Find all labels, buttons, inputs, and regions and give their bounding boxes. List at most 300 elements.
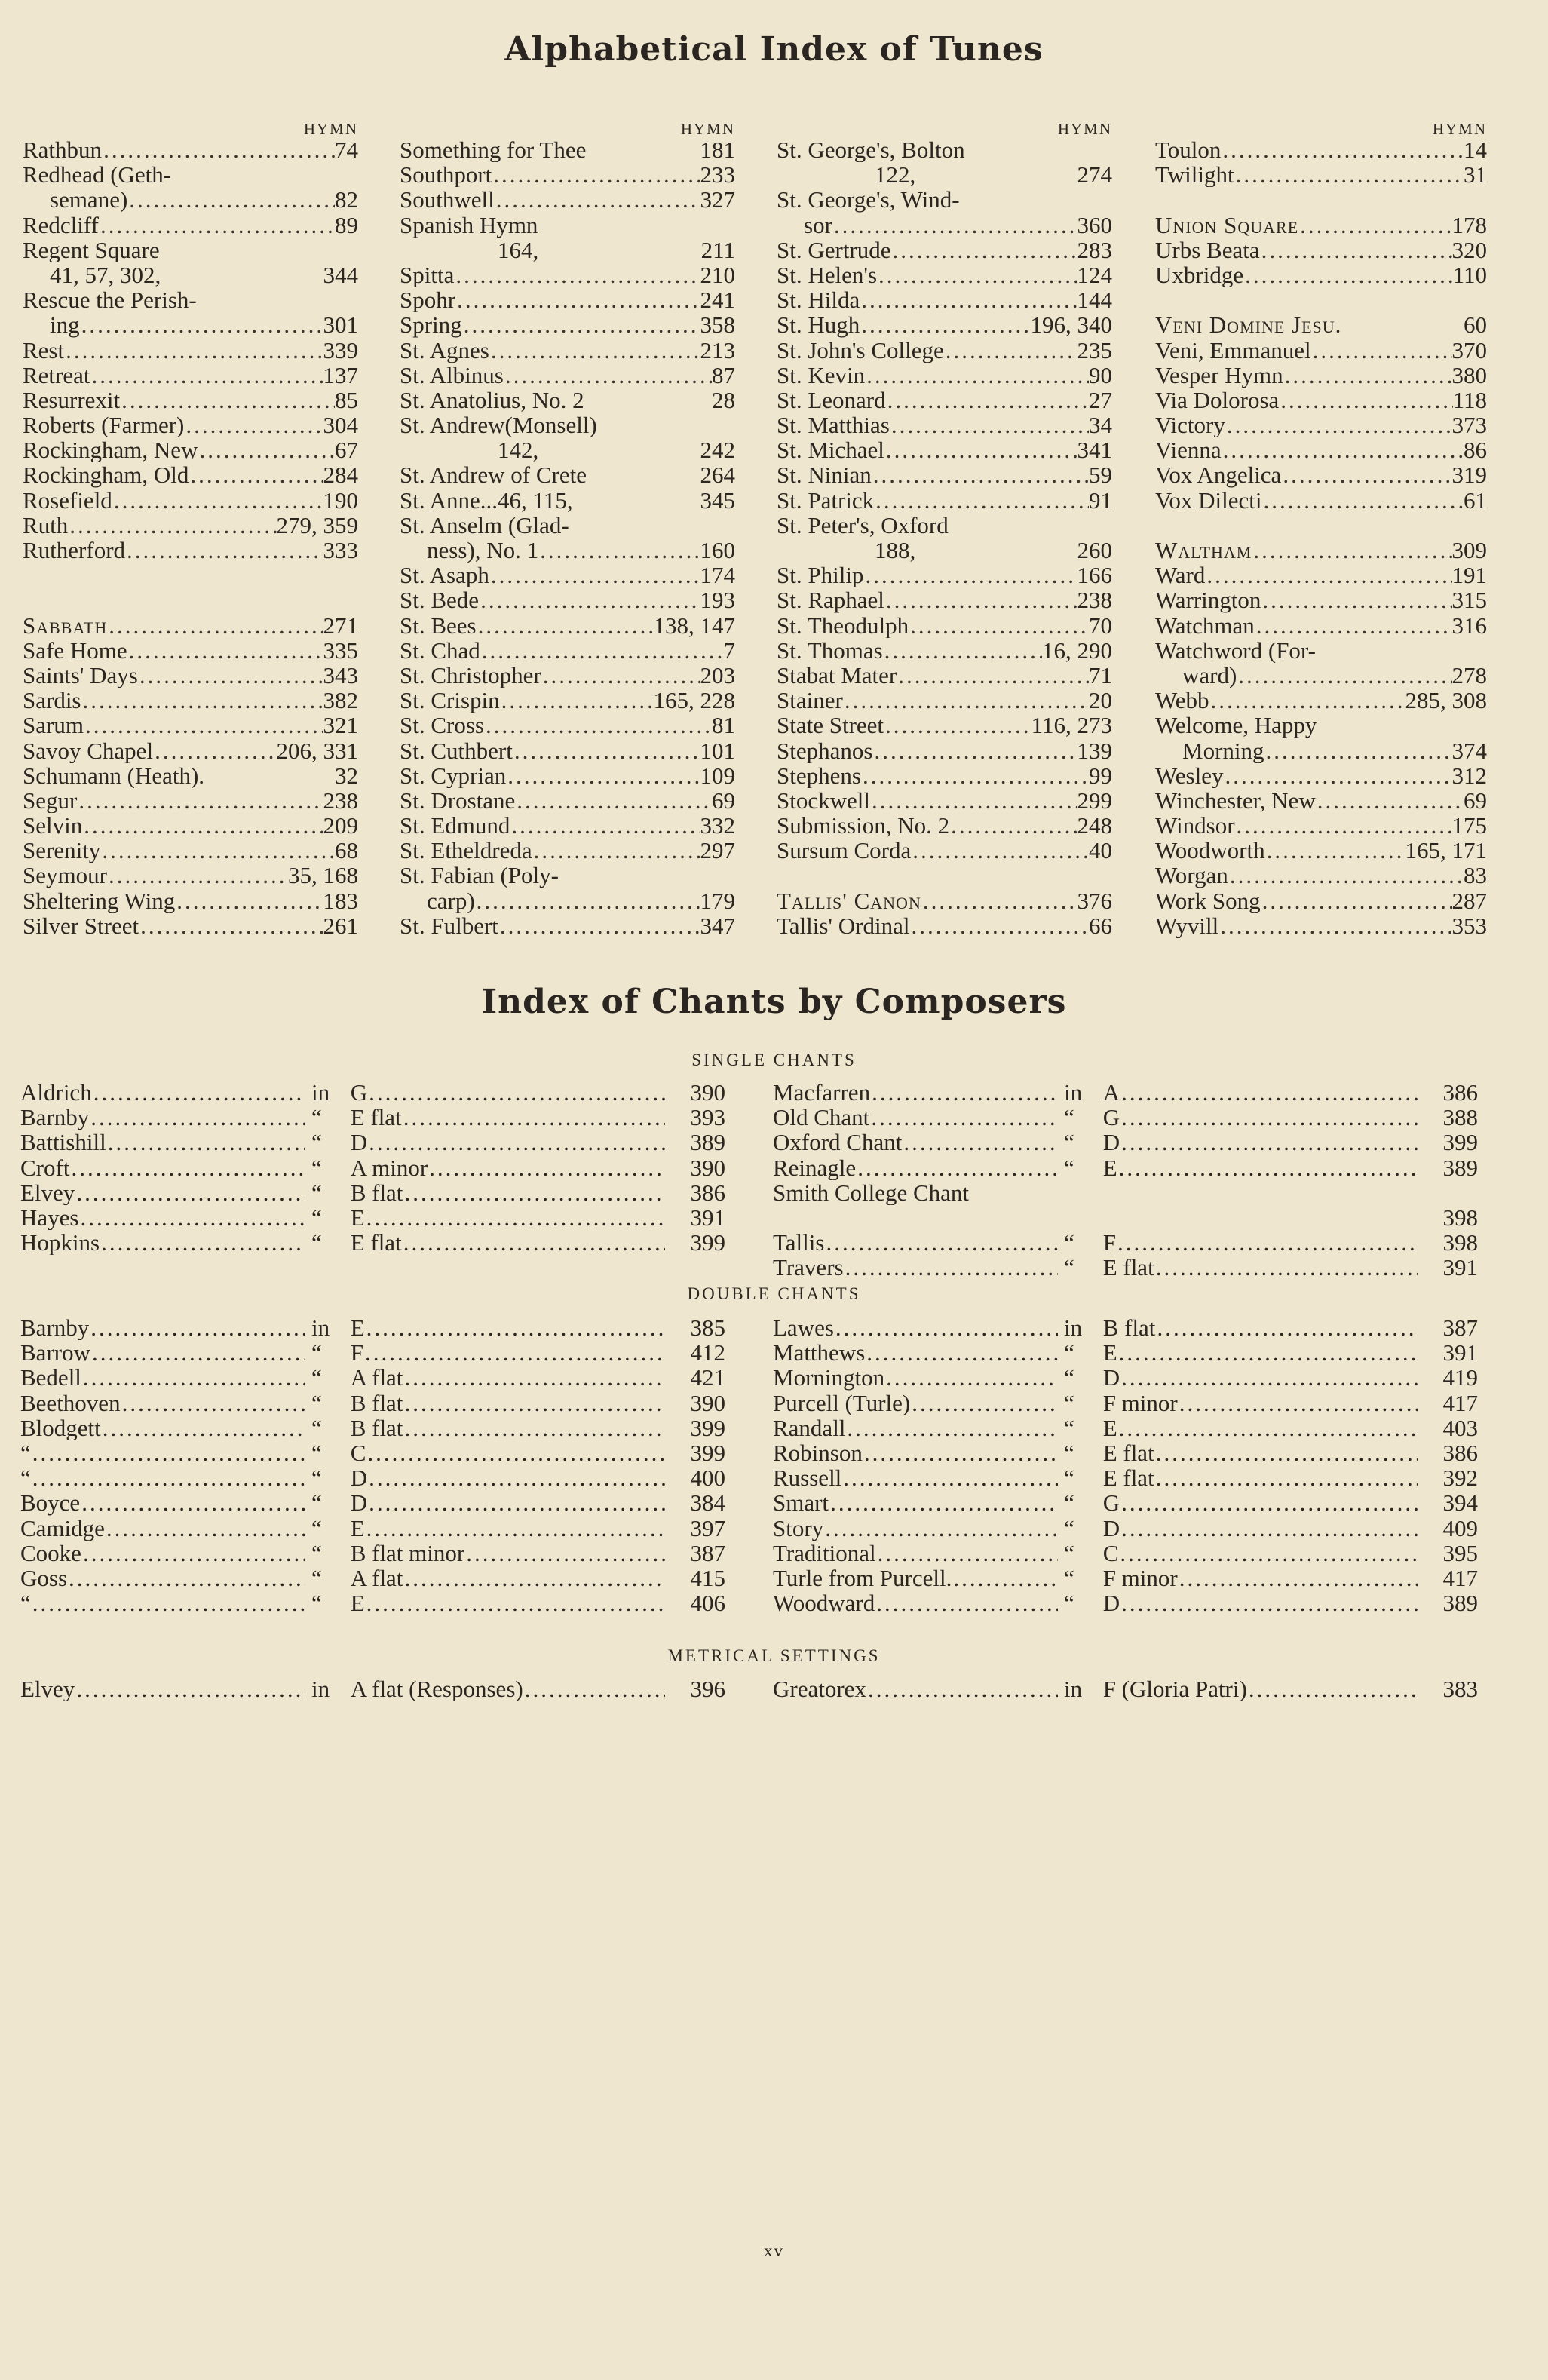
hymn-number: 165, 228	[653, 688, 735, 713]
key-name: F	[1102, 1230, 1116, 1256]
tune-name: St. George's, Bolton	[777, 137, 965, 163]
hymn-number: 332	[700, 813, 735, 839]
index-entry	[400, 238, 735, 262]
key-name: E	[350, 1315, 365, 1341]
hymn-number: 376	[1077, 888, 1112, 913]
index-entry	[400, 638, 735, 663]
hymn-number: 278	[1451, 662, 1487, 689]
hymn-number: 392	[1442, 1465, 1478, 1491]
hymn-number: 384	[690, 1490, 725, 1516]
leader-dots	[504, 363, 712, 388]
tune-name: Segur	[23, 787, 78, 814]
index-entry	[400, 488, 735, 513]
hymn-number: 101	[700, 738, 735, 763]
index-entry	[777, 287, 1112, 312]
key-name: E flat	[1102, 1440, 1154, 1466]
in-label: “	[1063, 1490, 1074, 1516]
leader-dots	[1235, 813, 1452, 838]
leader-dots	[1120, 1105, 1418, 1130]
key-name: F minor	[1102, 1565, 1178, 1591]
chant-entry	[20, 1180, 725, 1205]
leader-dots	[31, 1465, 305, 1490]
key-cell	[1103, 1415, 1418, 1440]
key-name: D	[1102, 1590, 1120, 1616]
hymn-number: 403	[1442, 1415, 1478, 1440]
leader-dots	[841, 1465, 1058, 1490]
in-label: “	[311, 1340, 322, 1366]
hymn-number: 193	[700, 587, 735, 613]
hymn-number: 31	[1464, 162, 1487, 188]
leader-dots	[872, 462, 1089, 487]
index-entry	[23, 738, 358, 763]
hymn-number: 304	[323, 413, 358, 438]
index-entry	[777, 238, 1112, 262]
composer-cell	[773, 1490, 1058, 1515]
tune-name: Rockingham, New	[23, 437, 198, 463]
tune-name: Stockwell	[777, 787, 870, 814]
tune-name: Spanish Hymn	[400, 212, 538, 238]
tune-name: St. Chad	[400, 637, 480, 663]
tune-name: St. Leonard	[777, 387, 886, 413]
hymn-number: 373	[1451, 413, 1487, 438]
tune-name: Watchword (For-	[1155, 637, 1316, 663]
tune-name: Retreat	[23, 362, 90, 388]
key-name: E	[350, 1515, 365, 1541]
tune-name: Safe Home	[23, 637, 127, 663]
spacer	[23, 587, 358, 612]
leader-dots	[869, 1105, 1058, 1130]
hymn-number: 69	[1464, 787, 1487, 814]
index-entry	[1155, 587, 1487, 612]
composer-cell	[20, 1415, 305, 1440]
leader-dots	[1178, 1566, 1418, 1590]
leader-dots	[1247, 1676, 1418, 1701]
key-name: A flat	[350, 1565, 403, 1591]
page-title: Alphabetical Index of Tunes	[504, 30, 1044, 69]
key-cell	[351, 1155, 666, 1180]
tune-name: Wyvill	[1155, 912, 1219, 938]
index-entry	[1155, 462, 1487, 487]
index-entry	[777, 538, 1112, 563]
leader-dots	[1154, 1465, 1418, 1490]
index-entry	[400, 863, 735, 888]
index-entry	[23, 262, 358, 287]
hymn-number: 386	[1442, 1080, 1478, 1106]
hymn-number: 398	[1442, 1204, 1478, 1231]
tune-name: Tallis' Canon	[777, 888, 921, 913]
leader-dots	[102, 137, 335, 162]
in-label: “	[1063, 1515, 1074, 1541]
tune-name: Uxbridge	[1155, 262, 1244, 288]
key-cell	[1103, 1255, 1418, 1280]
hymn-number: 388	[1442, 1105, 1478, 1130]
leader-dots	[475, 888, 700, 913]
hymn-number: 394	[1442, 1490, 1478, 1516]
tune-name: Veni, Emmanuel	[1155, 337, 1311, 363]
leader-dots	[365, 1516, 666, 1541]
leader-dots	[477, 613, 654, 638]
leader-dots	[105, 1516, 305, 1541]
composer-cell	[20, 1080, 305, 1105]
leader-dots	[127, 638, 323, 663]
chant-entry	[773, 1516, 1478, 1541]
in-label: “	[311, 1204, 322, 1231]
index-entry	[23, 613, 358, 638]
composer-cell	[20, 1130, 305, 1155]
in-label: “	[1063, 1365, 1074, 1391]
index-entry	[1155, 262, 1487, 287]
leader-dots	[863, 1440, 1058, 1465]
composer-name: Woodward	[773, 1590, 875, 1616]
key-cell	[351, 1180, 666, 1205]
chant-entry	[773, 1391, 1478, 1415]
hymn-number: 60	[1464, 312, 1487, 338]
leader-dots	[81, 688, 323, 713]
key-cell	[351, 1105, 666, 1130]
double-chants-right	[773, 1315, 1478, 1615]
index-entry	[23, 388, 358, 413]
hymn-number: 87	[712, 362, 735, 388]
composer-cell	[20, 1230, 305, 1255]
hymn-number: 86	[1464, 437, 1487, 463]
index-entry	[777, 713, 1112, 738]
tune-name: carp)	[427, 888, 475, 913]
key-name: A	[1102, 1080, 1120, 1106]
tune-name: Vesper Hymn	[1155, 362, 1283, 388]
key-cell	[351, 1415, 666, 1440]
leader-dots	[541, 663, 700, 688]
tune-name: St. Ninian	[777, 462, 872, 488]
leader-dots	[876, 1541, 1058, 1566]
index-entry	[400, 287, 735, 312]
composer-cell	[20, 1490, 305, 1515]
composer-cell	[20, 1465, 305, 1490]
key-name: B flat minor	[350, 1540, 465, 1566]
leader-dots	[125, 538, 323, 563]
composer-cell	[20, 1155, 305, 1180]
hymn-number: 283	[1077, 237, 1112, 262]
composer-name: “	[20, 1465, 31, 1491]
index-entry	[777, 587, 1112, 612]
index-entry	[1155, 363, 1487, 388]
leader-dots	[1281, 462, 1451, 487]
index-entry	[1155, 238, 1487, 262]
leader-dots	[1120, 1590, 1418, 1615]
chant-entry	[773, 1155, 1478, 1180]
leader-dots	[1222, 437, 1464, 462]
chant-entry	[773, 1365, 1478, 1390]
leader-dots	[363, 1340, 666, 1365]
key-name: E flat	[1102, 1465, 1154, 1491]
tune-name: Spring	[400, 312, 462, 338]
leader-dots	[175, 888, 323, 913]
hymn-number: 238	[1077, 587, 1112, 613]
chant-entry	[20, 1230, 725, 1255]
key-name: F	[350, 1340, 363, 1366]
leader-dots	[403, 1391, 665, 1415]
hymn-number: 59	[1089, 462, 1112, 488]
hymn-column-label: HYMN	[1057, 120, 1112, 138]
single-chants-left	[20, 1080, 725, 1255]
leader-dots	[120, 388, 335, 413]
hymn-number: 74	[335, 137, 358, 163]
in-label: “	[1063, 1415, 1074, 1440]
tune-name: ness), No. 1	[427, 538, 539, 563]
hymn-number: 347	[700, 912, 735, 938]
chant-entry	[773, 1180, 1478, 1205]
tune-name: 142,	[498, 437, 539, 463]
leader-dots	[81, 1365, 305, 1390]
index-entry	[400, 788, 735, 813]
key-cell	[351, 1391, 666, 1415]
leader-dots	[1260, 238, 1452, 262]
in-label: “	[1063, 1105, 1074, 1130]
leader-dots	[89, 1105, 305, 1130]
chant-entry	[20, 1105, 725, 1130]
leader-dots	[1120, 1365, 1418, 1390]
tune-name: Southport	[400, 162, 492, 188]
hymn-number: 396	[690, 1676, 725, 1702]
hymn-number: 344	[323, 262, 358, 288]
index-entry	[23, 462, 358, 487]
composer-cell	[20, 1205, 305, 1230]
tune-name: Stabat Mater	[777, 662, 897, 689]
composer-cell	[773, 1340, 1058, 1365]
leader-dots	[823, 1516, 1058, 1541]
leader-dots	[1225, 413, 1452, 437]
leader-dots	[100, 838, 335, 863]
in-label: “	[311, 1490, 322, 1516]
tune-name: Via Dolorosa	[1155, 387, 1280, 413]
in-label: in	[1063, 1080, 1083, 1106]
hymn-number: 242	[700, 437, 735, 463]
index-entry	[777, 488, 1112, 513]
hymn-number: 69	[712, 787, 735, 814]
tune-name: Work Song	[1155, 888, 1261, 913]
leader-dots	[874, 488, 1089, 513]
leader-dots	[845, 1415, 1058, 1440]
leader-dots	[872, 738, 1077, 763]
key-cell	[351, 1080, 666, 1105]
index-entry	[1155, 538, 1487, 563]
index-entry	[1155, 488, 1487, 513]
tune-name: Savoy Chapel	[23, 738, 154, 763]
hymn-number: 345	[700, 487, 735, 513]
index-entry	[400, 513, 735, 538]
chant-entry	[20, 1080, 725, 1105]
chant-entry	[773, 1340, 1478, 1365]
key-name: B flat	[1102, 1315, 1156, 1341]
tune-name: Rathbun	[23, 137, 103, 163]
key-cell	[351, 1230, 666, 1255]
index-entry	[23, 363, 358, 388]
tune-name: Waltham	[1155, 538, 1252, 563]
in-label: “	[1063, 1230, 1074, 1256]
tune-name: Submission, No. 2	[777, 813, 950, 839]
index-entry	[1155, 888, 1487, 913]
index-entry	[400, 688, 735, 713]
tune-column-1	[23, 121, 358, 938]
leader-dots	[515, 788, 712, 813]
index-entry	[23, 538, 358, 563]
index-entry	[23, 913, 358, 938]
hymn-number: 35, 168	[288, 863, 358, 888]
hymn-number: 386	[690, 1179, 725, 1205]
index-entry	[1155, 738, 1487, 763]
leader-dots	[31, 1590, 305, 1615]
hymn-number: 406	[690, 1590, 725, 1616]
leader-dots	[77, 788, 323, 813]
tune-name: Stephanos	[777, 738, 873, 763]
composer-cell	[20, 1516, 305, 1541]
key-cell	[1103, 1590, 1418, 1615]
leader-dots	[865, 363, 1089, 388]
tune-name: St. Philip	[777, 563, 864, 588]
composer-name: Blodgett	[20, 1415, 101, 1440]
leader-dots	[1228, 863, 1464, 888]
tune-name: Resurrexit	[23, 387, 121, 413]
in-label: “	[311, 1565, 322, 1591]
index-entry	[400, 663, 735, 688]
leader-dots	[189, 462, 323, 487]
chant-entry	[773, 1105, 1478, 1130]
key-cell	[351, 1541, 666, 1566]
composer-cell	[773, 1365, 1058, 1390]
hymn-number: 320	[1451, 237, 1487, 262]
leader-dots	[1298, 213, 1451, 238]
key-name: E	[1102, 1340, 1117, 1366]
hymn-number: 70	[1089, 612, 1112, 638]
hymn-number: 383	[1442, 1676, 1478, 1702]
tune-name: St. Albinus	[400, 362, 504, 388]
leader-dots	[1261, 587, 1451, 612]
index-entry	[23, 213, 358, 238]
hymn-number: 417	[1442, 1565, 1478, 1591]
tune-name: Southwell	[400, 187, 495, 213]
index-entry	[777, 162, 1112, 187]
index-entry	[1155, 913, 1487, 938]
key-cell	[351, 1365, 666, 1390]
in-label: “	[311, 1130, 322, 1155]
index-entry	[400, 563, 735, 587]
leader-dots	[877, 262, 1077, 287]
tune-name: St. Gertrude	[777, 237, 891, 262]
tune-name: St. Peter's, Oxford	[777, 512, 949, 538]
in-label: “	[1063, 1155, 1074, 1180]
in-label: “	[311, 1440, 322, 1466]
chant-entry	[20, 1415, 725, 1440]
tune-name: St. Etheldreda	[400, 838, 532, 863]
chant-entry	[773, 1230, 1478, 1255]
composer-name: Elvey	[20, 1676, 75, 1702]
hymn-column-label: HYMN	[680, 120, 735, 138]
index-entry	[1155, 338, 1487, 363]
composer-name: Barrow	[20, 1340, 90, 1366]
composer-name: Turle from Purcell.	[773, 1565, 952, 1591]
leader-dots	[107, 613, 323, 638]
leader-dots	[886, 388, 1089, 413]
index-entry	[400, 538, 735, 563]
leader-dots	[403, 1415, 665, 1440]
hymn-number: 85	[335, 387, 358, 413]
single-chants-right	[773, 1080, 1478, 1280]
tune-name: State Street	[777, 713, 884, 738]
composer-cell	[20, 1365, 305, 1390]
hymn-number: 235	[1077, 337, 1112, 363]
composer-name: Reinagle	[773, 1155, 857, 1180]
leader-dots	[464, 1541, 665, 1566]
hymn-number: 91	[1089, 487, 1112, 513]
tune-name: semane)	[50, 187, 128, 213]
leader-dots	[454, 262, 700, 287]
leader-dots	[911, 838, 1089, 863]
chant-entry	[20, 1541, 725, 1566]
chant-entry	[20, 1155, 725, 1180]
hymn-number: 14	[1464, 137, 1487, 163]
hymn-number: 174	[700, 563, 735, 588]
leader-dots	[1120, 1516, 1418, 1541]
hymn-number: 241	[700, 287, 735, 313]
hymn-number: 261	[323, 912, 358, 938]
tune-name: Tallis' Ordinal	[777, 912, 910, 938]
in-label: “	[1063, 1465, 1074, 1491]
leader-dots	[1221, 137, 1464, 162]
key-cell	[351, 1676, 666, 1701]
hymn-number: 196, 340	[1030, 312, 1112, 338]
index-entry	[777, 462, 1112, 487]
leader-dots	[884, 713, 1031, 738]
index-entry	[23, 638, 358, 663]
leader-dots	[101, 1415, 305, 1440]
hymn-number: 395	[1442, 1540, 1478, 1566]
hymn-number: 7	[723, 637, 735, 663]
composer-cell	[773, 1391, 1058, 1415]
leader-dots	[856, 1155, 1058, 1180]
hymn-number: 386	[1442, 1440, 1478, 1466]
key-name: E	[1102, 1155, 1117, 1180]
hymn-number: 144	[1077, 287, 1112, 313]
tune-name: sor	[804, 212, 832, 238]
composer-name: Hopkins	[20, 1230, 100, 1256]
leader-dots	[532, 838, 700, 863]
leader-dots	[402, 1230, 666, 1255]
index-entry	[23, 162, 358, 187]
double-chants-left	[20, 1315, 725, 1615]
hymn-number: 353	[1451, 912, 1487, 938]
in-label: in	[1063, 1315, 1083, 1341]
in-label: “	[1063, 1130, 1074, 1155]
tune-name: Rescue the Perish-	[23, 287, 197, 313]
chant-entry	[773, 1205, 1478, 1230]
leader-dots	[1117, 1155, 1418, 1180]
leader-dots	[489, 563, 700, 587]
index-entry	[400, 738, 735, 763]
index-entry	[1155, 563, 1487, 587]
hymn-number: 279, 359	[276, 512, 358, 538]
leader-dots	[1255, 613, 1452, 638]
index-entry	[400, 413, 735, 437]
chant-entry	[773, 1465, 1478, 1490]
index-entry	[1155, 763, 1487, 788]
composer-cell	[773, 1080, 1058, 1105]
leader-dots	[875, 1590, 1058, 1615]
index-entry	[777, 262, 1112, 287]
tune-name: Rosefield	[23, 487, 112, 513]
composer-cell	[20, 1676, 305, 1701]
hymn-number: 399	[690, 1440, 725, 1466]
hymn-number: 20	[1089, 688, 1112, 713]
leader-dots	[153, 738, 276, 763]
